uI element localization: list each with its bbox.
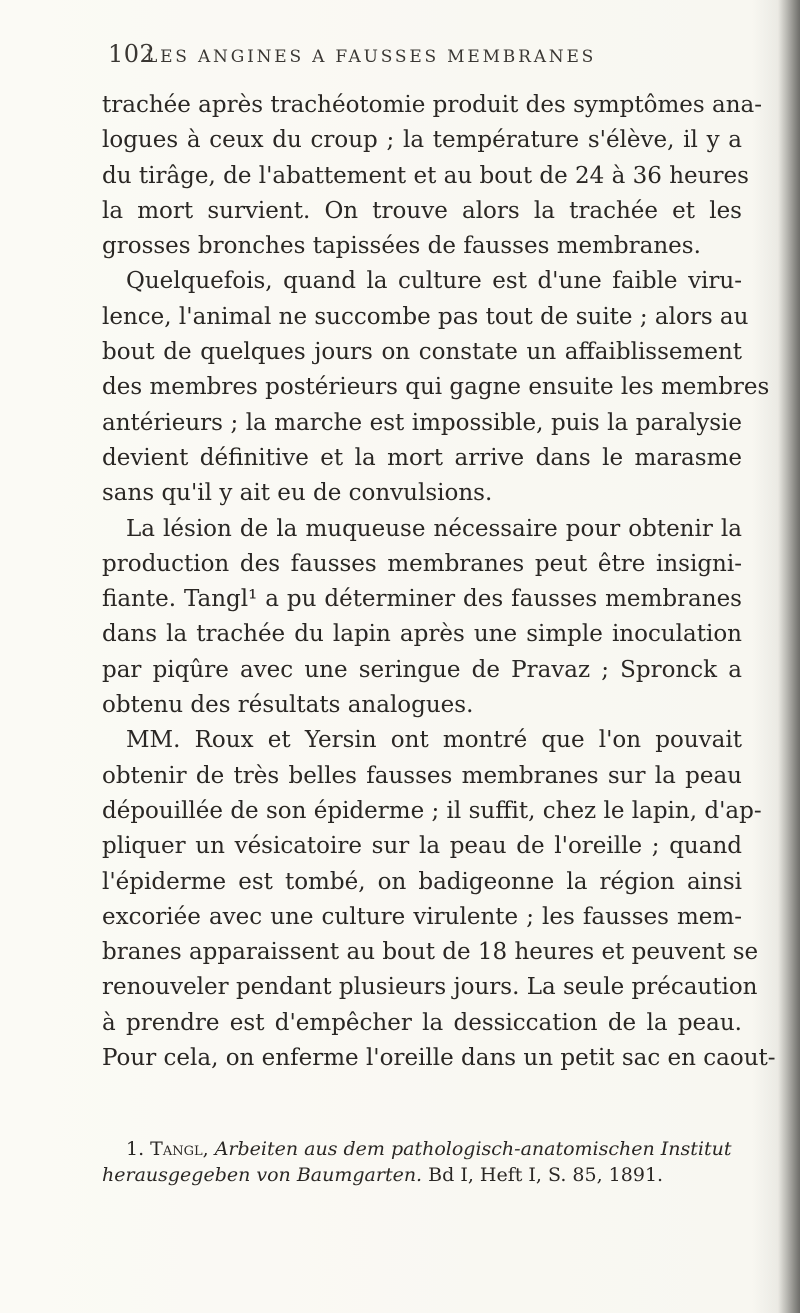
text-line: antérieurs ; la marche est impossible, puis la paralysie xyxy=(102,409,742,436)
text-line: dans la trachée du lapin après une simple inoculation xyxy=(102,621,742,648)
running-title: LES ANGINES A FAUSSES MEMBRANES xyxy=(146,47,597,67)
footnote xyxy=(102,1136,742,1188)
text-line: lence, l'animal ne succombe pas tout de suite ; alors au xyxy=(102,303,749,330)
text-line: devient définitive et la mort arrive dans le marasme xyxy=(102,444,742,471)
text-line: Quelquefois, quand la culture est d'une faible viru- xyxy=(126,268,742,295)
text-line: excoriée avec une culture virulente ; les fausses mem- xyxy=(102,903,742,930)
text-line: MM. Roux et Yersin ont montré que l'on pouvait xyxy=(126,727,742,754)
text-line: sans qu'il y ait eu de convulsions. xyxy=(102,480,493,507)
text-line: obtenir de très belles fausses membranes sur la peau xyxy=(102,762,742,789)
text-line: obtenu des résultats analogues. xyxy=(102,692,474,719)
footnote-author: Tangl, xyxy=(150,1138,209,1160)
footnote-title: Arbeiten aus dem pathologisch-anatomischen Institut xyxy=(208,1138,732,1160)
text-line: trachée après trachéotomie produit des symptômes ana- xyxy=(102,92,763,118)
text-line: Pour cela, on enferme l'oreille dans un petit sac en caout- xyxy=(102,1045,776,1072)
text-line: La lésion de la muqueuse nécessaire pour obtenir la xyxy=(126,515,742,542)
footnote-reference: Bd I, Heft I, S. 85, 1891. xyxy=(422,1164,664,1186)
text-line: par piqûre avec une seringue de Pravaz ; Spronck a xyxy=(102,656,742,683)
text-line: branes apparaissent au bout de 18 heures et peuvent se xyxy=(102,939,759,966)
text-line: production des fausses membranes peut être insigni- xyxy=(102,550,742,577)
page-edge-shadow xyxy=(778,0,800,1313)
text-line: renouveler pendant plusieurs jours. La seule précaution xyxy=(102,974,758,1001)
text-line: des membres postérieurs qui gagne ensuite les membres xyxy=(102,374,770,401)
page-number: 102 xyxy=(108,40,156,68)
text-line: du tirâge, de l'abattement et au bout de 24 à 36 heures xyxy=(102,162,749,189)
text-line: la mort survient. On trouve alors la trachée et les xyxy=(102,197,742,224)
body-text xyxy=(102,88,776,1076)
footnote-title-cont: herausgegeben von Baumgarten. xyxy=(102,1164,423,1186)
footnote-line xyxy=(102,1136,742,1162)
page-header xyxy=(108,40,748,76)
text-line: logues à ceux du croup ; la température s'élève, il y a xyxy=(102,127,742,154)
text-line: dépouillée de son épiderme ; il suffit, chez le lapin, d'ap- xyxy=(102,797,762,824)
text-line: bout de quelques jours on constate un affaiblissement xyxy=(102,339,742,366)
text-line: fiante. Tangl¹ a pu déterminer des fausses membranes xyxy=(102,586,742,613)
footnote-marker: 1. xyxy=(126,1138,151,1160)
text-line: à prendre est d'empêcher la dessiccation de la peau. xyxy=(102,1009,742,1036)
text-line: l'épiderme est tombé, on badigeonne la région ainsi xyxy=(102,868,742,895)
text-line: pliquer un vésicatoire sur la peau de l'oreille ; quand xyxy=(102,833,742,860)
footnote-line xyxy=(102,1162,742,1188)
text-line: grosses bronches tapissées de fausses membranes. xyxy=(102,233,701,260)
